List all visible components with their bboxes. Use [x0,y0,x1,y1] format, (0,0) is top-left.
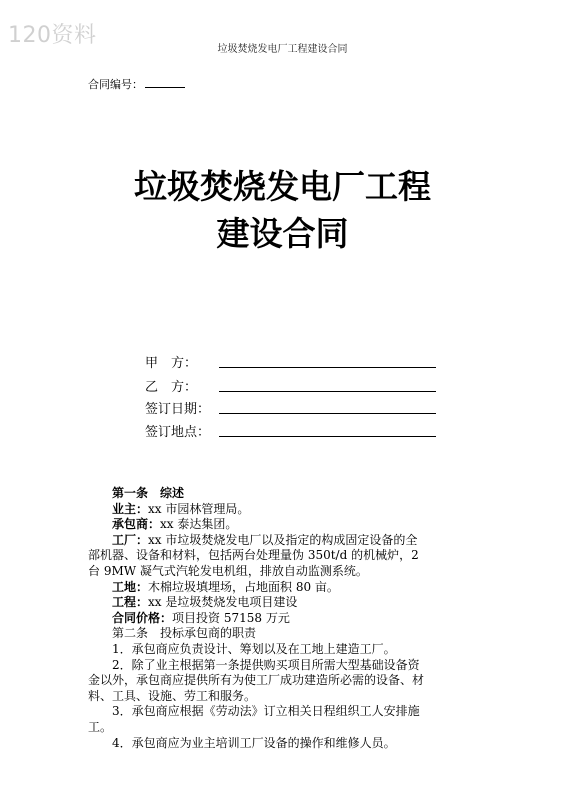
article-2-item: 2．除了业主根据第一条提供购买项目所需大型基础设备资金以外，承包商应提供所有为使工厂成功建造所必需的设备、材料、工具、设施、劳工和服务。 [88,657,425,703]
watermark: 120资料 [8,23,97,48]
contractor-clause [88,517,428,533]
owner-value: xx 市园林管理局。 [148,501,250,516]
price-clause [88,611,428,627]
owner-label: 业主： [112,501,149,516]
signature-label: 签订日期： [145,402,211,417]
price-value: 项目投资 57158 万元 [172,610,290,625]
article-2-item: 4．承包商应为业主培训工厂设备的操作和维修人员。 [112,735,396,750]
signature-label: 签订地点： [145,425,211,440]
owner-clause [88,502,428,518]
running-header: 垃圾焚烧发电厂工程建设合同 [217,44,348,55]
signature-label: 乙 方： [145,380,198,395]
price-label: 合同价格： [112,610,173,625]
signature-row-place [145,421,217,441]
document-title-line-2: 建设合同 [216,214,349,253]
signature-label: 甲 方： [145,356,198,371]
plant-label: 工厂： [112,532,149,547]
signature-row-date [145,398,217,418]
project-clause [88,595,428,611]
contract-number-field [88,76,185,92]
plant-clause [88,533,428,580]
signature-row-party-b [145,376,217,396]
plant-value: xx 市垃圾焚烧发电厂以及指定的构成固定设备的全部机器、设备和材料，包括两台处理量伪 350t/d 的机械炉，2 台 9MW 凝气式汽轮发电机组，排放自动监测系统。 [88,532,419,578]
site-value: 木棉垃圾填埋场，占地面积 80 亩。 [148,579,339,594]
signature-line [219,436,436,437]
article-2-heading: 第二条 投标承包商的职责 [112,626,257,641]
article-1-heading: 第一条 综述 [112,486,185,500]
contract-body [88,486,428,751]
signature-row-party-a [145,352,217,372]
document-title-line-1: 垃圾焚烧发电厂工程 [134,167,431,206]
site-clause [88,580,428,596]
signature-line [219,391,436,392]
contractor-label: 承包商： [112,517,161,532]
project-value: xx 是垃圾焚烧发电项目建设 [148,595,298,610]
article-2-item: 1．承包商应负责设计、筹划以及在工地上建造工厂。 [112,641,396,656]
contract-number-blank [145,76,185,88]
signature-line [219,367,436,368]
site-label: 工地： [112,579,149,594]
contract-number-label: 合同编号： [88,78,143,91]
article-2-item: 3．承包商应根据《劳动法》订立相关日程组织工人安排施工。 [88,704,420,734]
project-label: 工程： [112,595,149,610]
contractor-value: xx 泰达集团。 [160,517,238,532]
signature-line [219,413,436,414]
